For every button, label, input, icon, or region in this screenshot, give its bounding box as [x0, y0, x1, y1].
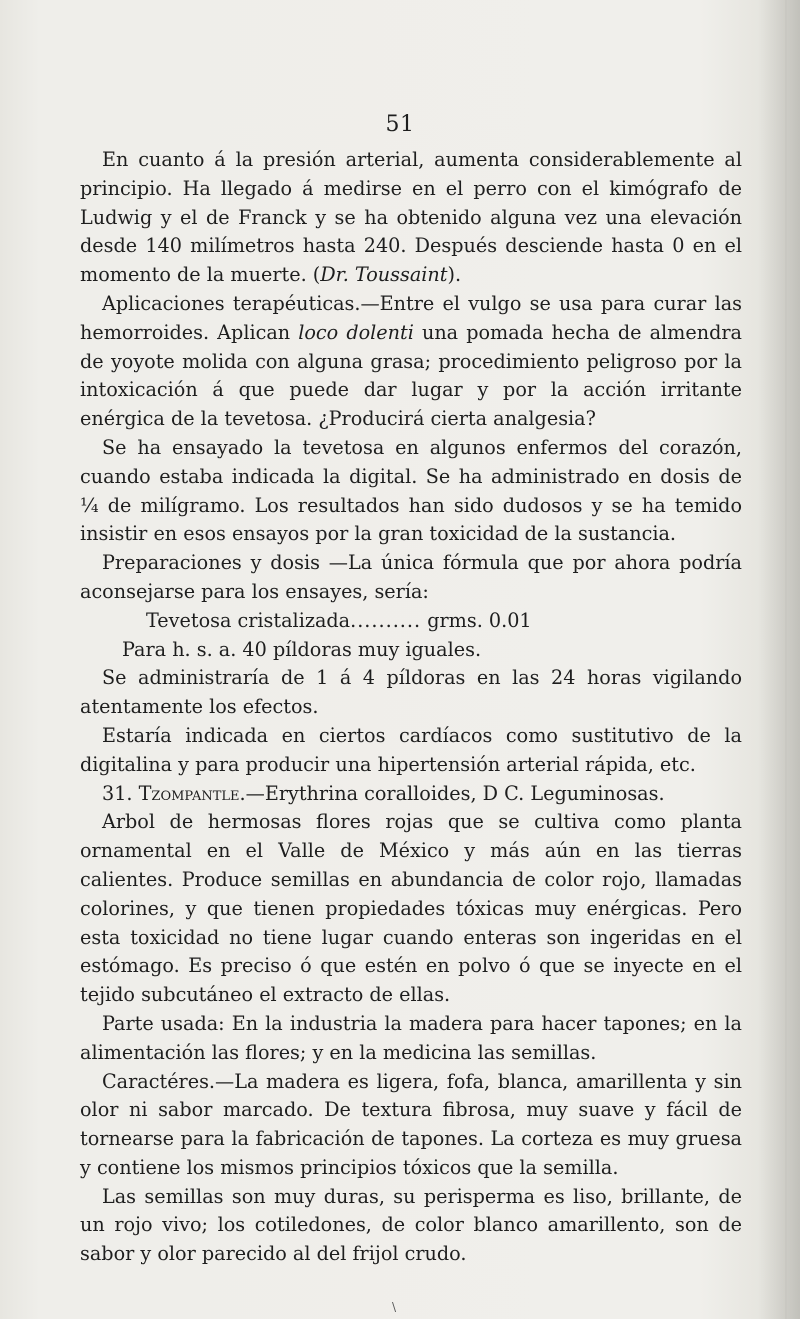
latin-phrase: loco dolenti — [298, 320, 414, 344]
paragraph-arbol: Arbol de hermosas flores rojas que se cultiva como planta ornamental en el Valle de México y más aún en las tierras calientes. Produce semillas en abundancia de color rojo, llamadas colorines, y que tienen propiedades tóxicas muy enérgicas. Pero esta toxicidad no tiene lugar cuando enteras son ingeridas en el estómago. Es preciso ó que estén en polvo ó que se inyecte en el tejido subcutáneo el extracto de ellas. — [80, 810, 742, 1007]
entry-number: 31. — [102, 781, 133, 805]
paragraph-presion-arterial: En cuanto á la presión arterial, aumenta considerablemente al principio. Ha llegado á medirse en el perro con el kimógrafo de Ludwig y el de Franck y se ha obtenido alguna vez una elevación desde 140 milímetros hasta 240. Después desciende hasta 0 en el momento de la muerte. (Dr. Toussaint). — [80, 148, 742, 287]
formula-amount: grms. 0.01 — [427, 608, 532, 632]
paragraph-preparaciones: Preparaciones y dosis —La única fórmula que por ahora podría aconsejarse para los ensayes, sería: — [80, 551, 742, 603]
page-number: 51 — [385, 112, 415, 137]
author-citation: Dr. Toussaint — [320, 263, 448, 287]
paragraph-semillas: Las semillas son muy duras, su perisperma es liso, brillante, de un rojo vivo; los cotiledones, de color blanco amarillento, son de sabor y olor parecido al del frijol crudo. — [80, 1184, 742, 1266]
page-edge-shadow — [758, 0, 800, 1319]
paragraph-administracion: Se administraría de 1 á 4 píldoras en las 24 horas vigilando atentamente los efectos. — [80, 666, 742, 719]
body-text — [80, 146, 742, 1269]
fraction: ¼ — [80, 493, 99, 517]
entry-taxonomy: —Erythrina coralloides, D C. Leguminosas. — [245, 781, 665, 805]
formula-line-2: Para h. s. a. 40 píldoras muy iguales. — [122, 637, 482, 661]
entry-heading-tzompantle — [80, 780, 742, 809]
paragraph-ensayos: Se ha ensayado la tevetosa en algunos enfermos del corazón, cuando estaba indicada la digital. Se ha administrado en dosis de ¼ de milígramo. Los resultados han sido dudosos y se ha temido insistir en esos ensayos por la gran toxicidad de la sustancia. — [80, 435, 742, 546]
paragraph-indicaciones: Estaría indicada en ciertos cardíacos como sustitutivo de la digitalina y para producir una hipertensión arterial rápida, etc. — [80, 723, 742, 776]
footer-mark: \ — [392, 1300, 397, 1314]
formula-ingredient: Tevetosa cristalizada — [146, 608, 351, 632]
formula-line-1 — [80, 607, 742, 636]
formula-leaders: .......... — [350, 608, 422, 632]
paragraph-aplicaciones: Aplicaciones terapéuticas.—Entre el vulgo se usa para curar las hemorroides. Aplican loco dolenti una pomada hecha de almendra de yoyote molida con alguna grasa; procedimiento peligroso por la intoxicación á que puede dar lugar y por la acción irritante enérgica de la tevetosa. ¿Producirá cierta analgesia? — [80, 291, 742, 431]
page-edge-line — [785, 0, 787, 1319]
paragraph-caracteres: Caractéres.—La madera es ligera, fofa, blanca, amarillenta y sin olor ni sabor marcado. De textura fibrosa, muy suave y fácil de tornearse para la fabricación de tapones. La corteza es muy gruesa y contiene los mismos principios tóxicos que la semilla. — [80, 1069, 742, 1179]
entry-title: Tzompantle. — [138, 781, 246, 805]
paragraph-parte-usada: Parte usada: En la industria la madera para hacer tapones; en la alimentación las flores; y en la medicina las semillas. — [80, 1011, 742, 1064]
